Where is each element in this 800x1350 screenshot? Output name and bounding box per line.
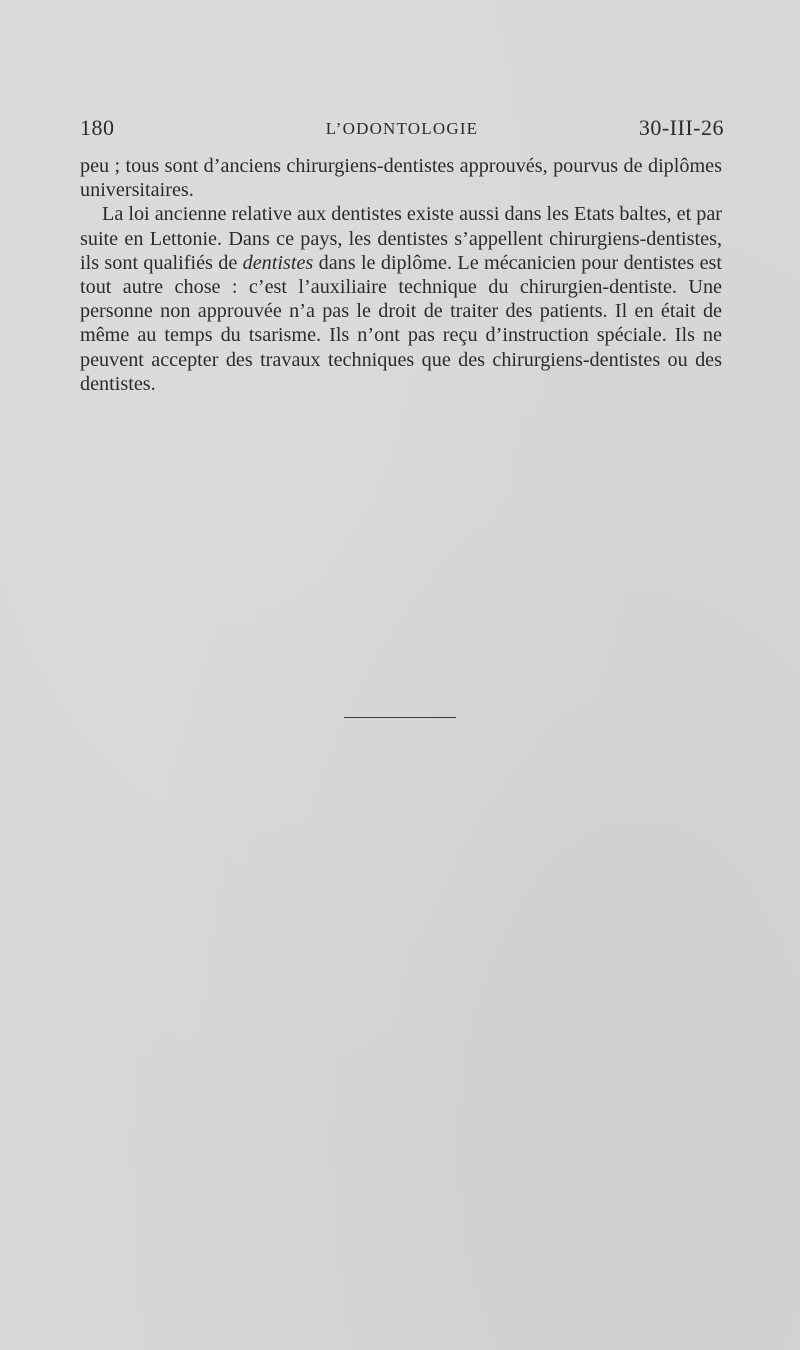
page-number: 180 — [80, 115, 115, 140]
paragraph-2-text-end: dans le diplôme. Le mécanicien pour dentistes est tout autre chose : c’est l’auxiliaire technique du chirurgien-dentiste. Une personne non approuvée n’a pas le droit de traiter des patients. Il en était de même au temps du tsarisme. Ils n’ont pas reçu d’instruction spéciale. Ils ne peuvent accepter des travaux techniques que des chirurgiens-dentistes ou des dentistes. — [80, 251, 722, 395]
paragraph-1: peu ; tous sont d’anciens chirurgiens-dentistes approuvés, pourvus de diplômes universitaires. — [80, 155, 722, 202]
section-end-rule — [344, 717, 456, 718]
issue-date: 30-III-26 — [638, 115, 724, 140]
italic-term: dentistes — [242, 251, 314, 274]
running-head — [80, 113, 724, 143]
paragraph-2 — [80, 202, 722, 396]
body-text — [80, 154, 722, 396]
journal-title: L’ODONTOLOGIE — [325, 119, 479, 138]
paragraph-2-text-start: La loi ancienne relative aux dentistes existe aussi dans les Etats baltes, et par suite en Lettonie. Dans ce pays, les dentistes s’appellent chirurgiens-dentistes, ils sont qualifiés de — [80, 203, 722, 274]
